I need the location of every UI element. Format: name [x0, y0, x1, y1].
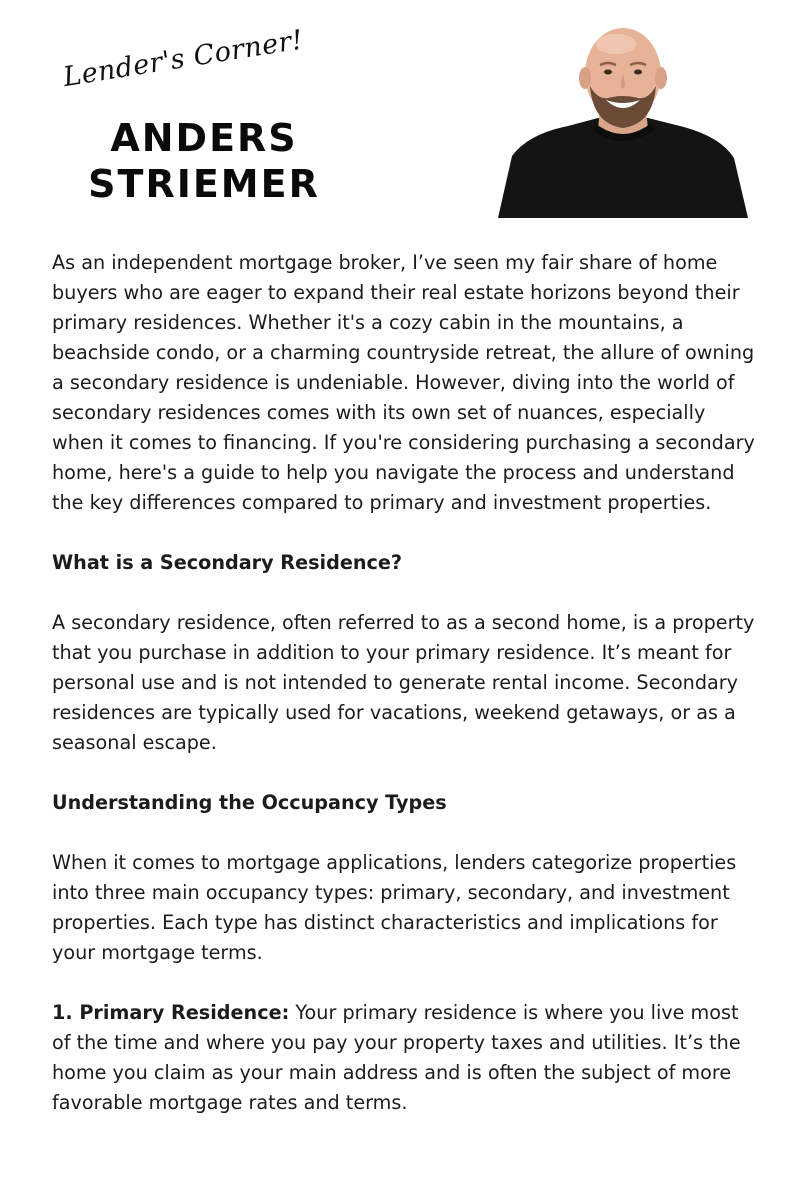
primary-residence-label: 1. Primary Residence:: [52, 1001, 290, 1024]
author-photo: [498, 26, 748, 218]
section-heading-occupancy-types: Understanding the Occupancy Types: [52, 791, 447, 814]
lenders-corner-tagline: Lender's Corner!: [61, 24, 306, 94]
article-body: [52, 248, 762, 1148]
author-name: [74, 115, 334, 207]
intro-paragraph: As an independent mortgage broker, I’ve seen my fair share of home buyers who are eager to expand their real estate horizons beyond their primary residences. Whether it's a cozy cabin in the mountains, a beachside condo, or a charming countryside retreat, the allure of owning a secondary residence is undeniable. However, diving into the world of secondary residences comes with its own set of nuances, especially when it comes to financing. If you're considering purchasing a secondary home, here's a guide to help you navigate the process and understand the key differences compared to primary and investment properties.: [52, 251, 755, 514]
author-last-name: STRIEMER: [88, 162, 320, 206]
author-first-name: ANDERS: [110, 116, 298, 160]
occupancy-types-paragraph: When it comes to mortgage applications, lenders categorize properties into three main occupancy types: primary, secondary, and investment properties. Each type has distinct characteristics and implications for your mortgage terms.: [52, 851, 737, 964]
section-heading-secondary-residence: What is a Secondary Residence?: [52, 551, 403, 574]
primary-residence-text: Your primary residence is where you live most of the time and where you pay your property taxes and utilities. It’s the home you claim as your main address and is often the subject of more favorable mortgage rates and terms.: [52, 1001, 741, 1114]
primary-residence-item: [52, 998, 762, 1118]
article-header: [0, 0, 800, 230]
secondary-residence-paragraph: A secondary residence, often referred to as a second home, is a property that you purchase in addition to your primary residence. It’s meant for personal use and is not intended to generate rental income. Secondary residences are typically used for vacations, weekend getaways, or as a seasonal escape.: [52, 611, 755, 754]
